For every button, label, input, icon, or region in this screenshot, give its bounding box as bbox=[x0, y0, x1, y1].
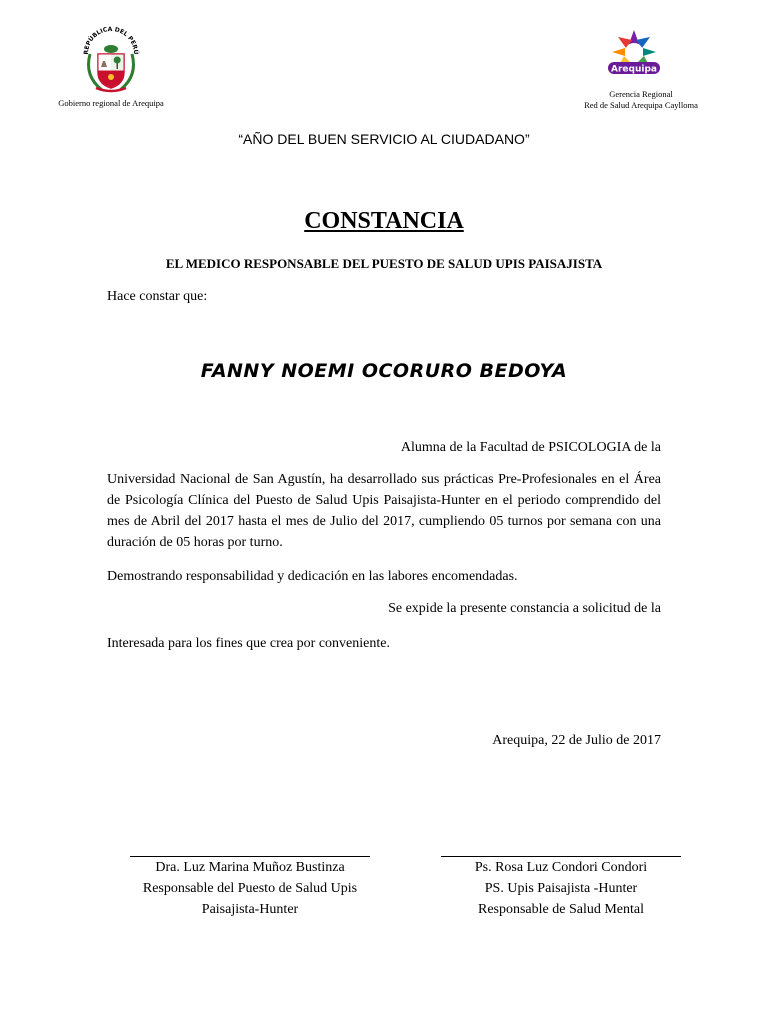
left-logo-caption: Gobierno regional de Arequipa bbox=[58, 98, 164, 108]
signature-block-right bbox=[421, 857, 701, 920]
paragraph-2: Demostrando responsabilidad y dedicación en las labores encomendadas. bbox=[107, 569, 518, 584]
signatory-role: PS. Upis Paisajista -Hunter bbox=[484, 881, 638, 896]
arequipa-health-logo-icon bbox=[598, 28, 670, 84]
signature-block-left bbox=[110, 857, 390, 920]
signatory-role-continued: Paisajista-Hunter bbox=[201, 902, 299, 917]
paragraph-3-first-line: Se expide la presente constancia a solicitud de la bbox=[388, 601, 661, 616]
paragraph-3-second-line: Interesada para los fines que crea por conveniente. bbox=[107, 636, 390, 651]
person-name: FANNY NOEMI OCORURO BEDOYA bbox=[200, 360, 568, 382]
peru-coat-of-arms-icon bbox=[76, 24, 146, 96]
signatory-name: Ps. Rosa Luz Condori Condori bbox=[474, 860, 648, 875]
date-line: Arequipa, 22 de Julio de 2017 bbox=[492, 733, 661, 748]
coat-of-arms-arc-text: REPÚBLICA DEL PERÚ bbox=[82, 25, 140, 55]
intro-text: Hace constar que: bbox=[107, 289, 208, 304]
signatory-role: Responsable del Puesto de Salud Upis bbox=[142, 881, 358, 896]
right-caption-line2: Red de Salud Arequipa Caylloma bbox=[584, 99, 698, 110]
paragraph-1-body: Universidad Nacional de San Agustín, ha desarrollado sus prácticas Pre-Profesionales en el Área de Psicología Clínica del Puesto de Salud Upis Paisajista-Hunter en el periodo comprendido del mes de Abril del 2017 hasta el mes de Julio del 2017, cumpliendo 05 turnos por semana con una duración de 05 horas por turno. bbox=[107, 472, 661, 550]
document-title: CONSTANCIA bbox=[304, 208, 464, 234]
arequipa-logo-wordmark: Arequipa bbox=[611, 64, 657, 75]
issuer-heading: EL MEDICO RESPONSABLE DEL PUESTO DE SALUD UPIS PAISAJISTA bbox=[165, 256, 603, 271]
signatory-name: Dra. Luz Marina Muñoz Bustinza bbox=[155, 860, 345, 875]
right-caption-line1: Gerencia Regional bbox=[609, 89, 673, 99]
right-logo-caption bbox=[566, 89, 716, 110]
year-motto: “AÑO DEL BUEN SERVICIO AL CIUDADANO” bbox=[238, 131, 530, 147]
paragraph-1-first-line: Alumna de la Facultad de PSICOLOGIA de la bbox=[400, 440, 661, 455]
signatory-role-continued: Responsable de Salud Mental bbox=[477, 902, 645, 917]
